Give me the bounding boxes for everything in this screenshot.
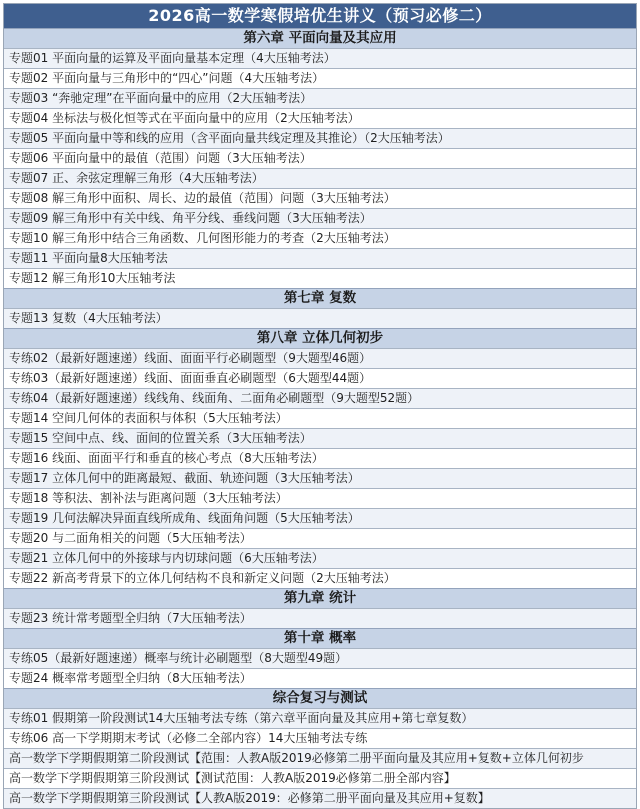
outline-row: 专题20 与二面角相关的问题（5大压轴考法） [4,528,636,548]
outline-row: 专题17 立体几何中的距离最短、截面、轨迹问题（3大压轴考法） [4,468,636,488]
outline-row: 高一数学下学期假期第三阶段测试【人教A版2019：必修第二册平面向量及其应用+复数】 [4,788,636,808]
outline-row: 专题15 空间中点、线、面间的位置关系（3大压轴考法） [4,428,636,448]
outline-row: 专题05 平面向量中等和线的应用（含平面向量共线定理及其推论）（2大压轴考法） [4,128,636,148]
outline-row: 专题04 坐标法与极化恒等式在平面向量中的应用（2大压轴考法） [4,108,636,128]
outline-row: 专练04（最新好题速递）线线角、线面角、二面角必刷题型（9大题型52题） [4,388,636,408]
outline-row: 专练03（最新好题速递）线面、面面垂直必刷题型（6大题型44题） [4,368,636,388]
outline-row: 专题24 概率常考题型全归纳（8大压轴考法） [4,668,636,688]
outline-row: 高一数学下学期假期第三阶段测试【测试范围：人教A版2019必修第二册全部内容】 [4,768,636,788]
outline-row: 专练01 假期第一阶段测试14大压轴考法专练（第六章平面向量及其应用+第七章复数） [4,708,636,728]
outline-row: 专题03 “奔驰定理”在平面向量中的应用（2大压轴考法） [4,88,636,108]
outline-row: 专题21 立体几何中的外接球与内切球问题（6大压轴考法） [4,548,636,568]
outline-row: 专题02 平面向量与三角形中的“四心”问题（4大压轴考法） [4,68,636,88]
outline-row: 专题18 等积法、割补法与距离问题（3大压轴考法） [4,488,636,508]
outline-row: 专题10 解三角形中结合三角函数、几何图形能力的考查（2大压轴考法） [4,228,636,248]
outline-table [3,3,637,809]
page-title: 2026高一数学寒假培优生讲义（预习必修二） [4,4,636,28]
chapter-header: 第六章 平面向量及其应用 [4,28,636,48]
outline-row: 专题06 平面向量中的最值（范围）问题（3大压轴考法） [4,148,636,168]
outline-row: 专题23 统计常考题型全归纳（7大压轴考法） [4,608,636,628]
outline-row: 专题19 几何法解决异面直线所成角、线面角问题（5大压轴考法） [4,508,636,528]
outline-row: 专题14 空间几何体的表面积与体积（5大压轴考法） [4,408,636,428]
outline-row: 专题16 线面、面面平行和垂直的核心考点（8大压轴考法） [4,448,636,468]
chapter-header: 第九章 统计 [4,588,636,608]
outline-row: 专练06 高一下学期期末考试（必修二全部内容）14大压轴考法专练 [4,728,636,748]
outline-row: 专题07 正、余弦定理解三角形（4大压轴考法） [4,168,636,188]
outline-row: 专题08 解三角形中面积、周长、边的最值（范围）问题（3大压轴考法） [4,188,636,208]
chapter-header: 第十章 概率 [4,628,636,648]
chapter-header: 第七章 复数 [4,288,636,308]
sections-container [4,28,636,808]
chapter-header: 第八章 立体几何初步 [4,328,636,348]
chapter-header: 综合复习与测试 [4,688,636,708]
outline-row: 专练05（最新好题速递）概率与统计必刷题型（8大题型49题） [4,648,636,668]
outline-row: 专练02（最新好题速递）线面、面面平行必刷题型（9大题型46题） [4,348,636,368]
outline-row: 专题11 平面向量8大压轴考法 [4,248,636,268]
outline-row: 专题01 平面向量的运算及平面向量基本定理（4大压轴考法） [4,48,636,68]
outline-row: 高一数学下学期假期第二阶段测试【范围：人教A版2019必修第二册平面向量及其应用+复数+立体几何初步 [4,748,636,768]
outline-row: 专题09 解三角形中有关中线、角平分线、垂线问题（3大压轴考法） [4,208,636,228]
outline-row: 专题22 新高考背景下的立体几何结构不良和新定义问题（2大压轴考法） [4,568,636,588]
outline-row: 专题13 复数（4大压轴考法） [4,308,636,328]
outline-row: 专题12 解三角形10大压轴考法 [4,268,636,288]
